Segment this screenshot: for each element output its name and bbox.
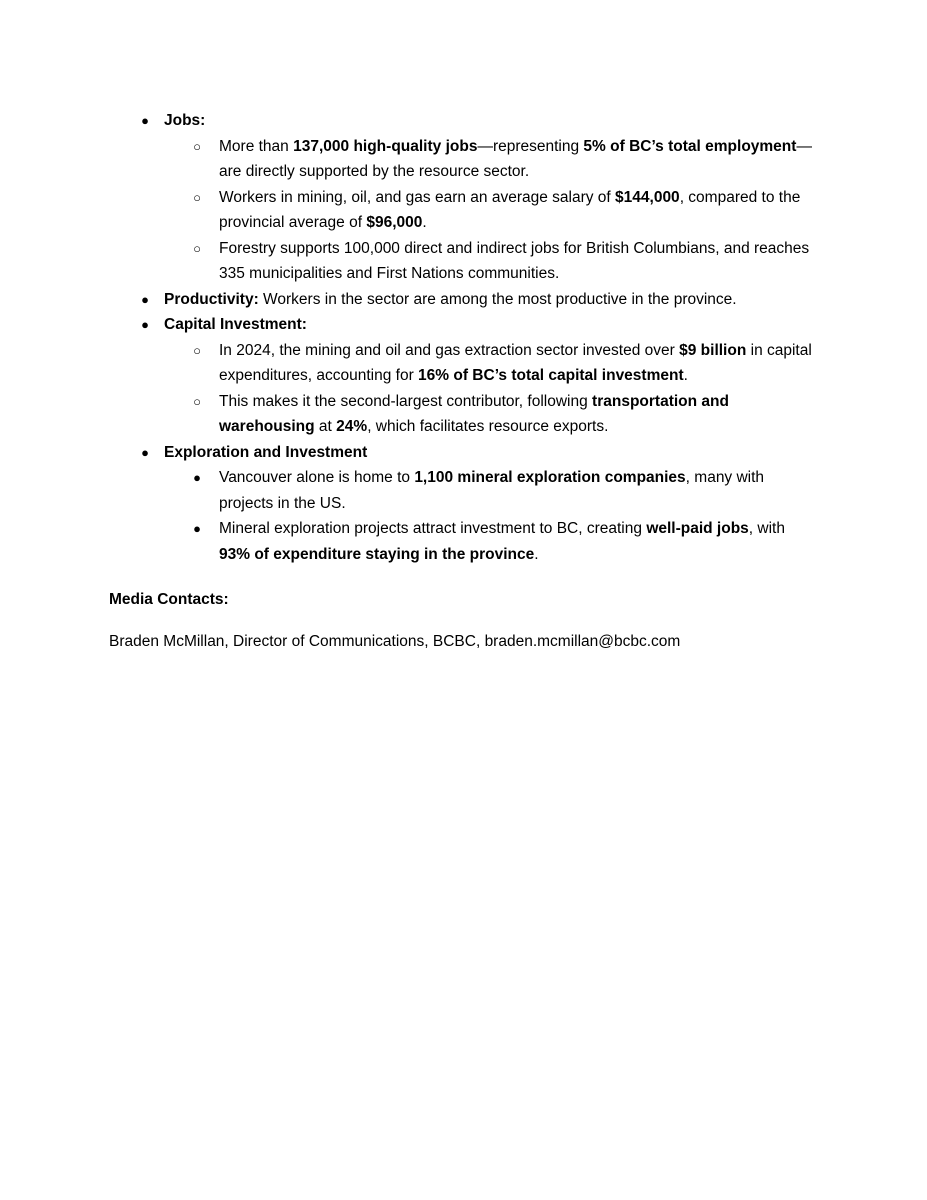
- list-item: [164, 134, 819, 185]
- list-item: [164, 185, 819, 236]
- text: —representing: [477, 137, 584, 155]
- list-item: [164, 465, 819, 516]
- productivity-text: Workers in the sector are among the most productive in the province.: [258, 290, 737, 308]
- media-contact-line: Braden McMillan, Director of Communications, BCBC, braden.mcmillan@bcbc.com: [109, 633, 681, 650]
- list-item: [164, 389, 819, 440]
- list-item: [164, 516, 819, 567]
- bold-text: $9 billion: [679, 341, 747, 359]
- text: This makes it the second-largest contributor, following: [219, 392, 593, 410]
- list-item-productivity: [109, 287, 819, 313]
- bullet-icon: ●: [141, 291, 149, 307]
- bullet-icon: ●: [141, 317, 149, 332]
- text: .: [683, 367, 688, 384]
- text: Forestry supports 100,000 direct and indirect jobs for British Columbians, and reaches 335 municipalities and First Nations communities.: [219, 239, 810, 282]
- hollow-bullet-icon: ○: [193, 240, 201, 256]
- bold-text: $144,000: [615, 188, 680, 206]
- bold-text: transportation and warehousing: [219, 392, 729, 435]
- text: —are directly supported by the resource sector.: [219, 137, 812, 180]
- bold-text: 137,000 high-quality jobs: [293, 137, 478, 155]
- text: in capital expenditures, accounting for: [219, 341, 812, 384]
- text: Mineral exploration projects attract investment to BC, creating: [219, 520, 647, 537]
- text: , many with projects in the US.: [219, 469, 765, 512]
- bold-text: 93% of expenditure staying in the province: [219, 545, 535, 563]
- exploration-sublist: [164, 465, 819, 567]
- jobs-heading: Jobs:: [164, 112, 206, 129]
- bold-text: well-paid jobs: [646, 520, 749, 537]
- capital-sublist: [164, 338, 819, 440]
- bold-text: 1,100 mineral exploration companies: [414, 469, 686, 486]
- text: , with: [748, 520, 785, 537]
- list-item-exploration: [109, 440, 819, 568]
- bold-text: 24%: [336, 418, 368, 435]
- productivity-heading: Productivity:: [164, 290, 259, 308]
- capital-heading: Capital Investment:: [164, 316, 307, 333]
- text: .: [422, 214, 427, 231]
- bold-text: 16% of BC’s total capital investment: [418, 367, 684, 384]
- bold-text: $96,000: [366, 214, 423, 231]
- hollow-bullet-icon: ○: [193, 189, 201, 205]
- bold-text: 5% of BC’s total employment: [583, 137, 797, 155]
- hollow-bullet-icon: ○: [193, 393, 201, 409]
- text: Vancouver alone is home to: [219, 469, 415, 486]
- text: More than: [219, 137, 294, 155]
- text: , compared to the provincial average of: [219, 188, 801, 231]
- text: at: [314, 418, 337, 435]
- bullet-icon: ●: [141, 444, 149, 460]
- text: Workers in mining, oil, and gas earn an average salary of: [219, 188, 616, 206]
- jobs-sublist: [164, 134, 819, 287]
- list-item: [164, 236, 819, 287]
- fact-list: [109, 108, 819, 567]
- exploration-heading: Exploration and Investment: [164, 443, 368, 461]
- hollow-bullet-icon: ○: [193, 138, 201, 154]
- list-item-jobs: [109, 108, 819, 287]
- text: , which facilitates resource exports.: [367, 418, 609, 435]
- hollow-bullet-icon: ○: [193, 342, 201, 358]
- bullet-icon: ●: [193, 470, 201, 485]
- bullet-icon: ●: [141, 113, 149, 128]
- list-item: [164, 338, 819, 389]
- media-contacts-heading: Media Contacts:: [109, 591, 229, 608]
- bullet-icon: ●: [193, 521, 201, 536]
- list-item-capital: [109, 312, 819, 440]
- text: In 2024, the mining and oil and gas extraction sector invested over: [219, 341, 680, 359]
- text: .: [534, 545, 539, 563]
